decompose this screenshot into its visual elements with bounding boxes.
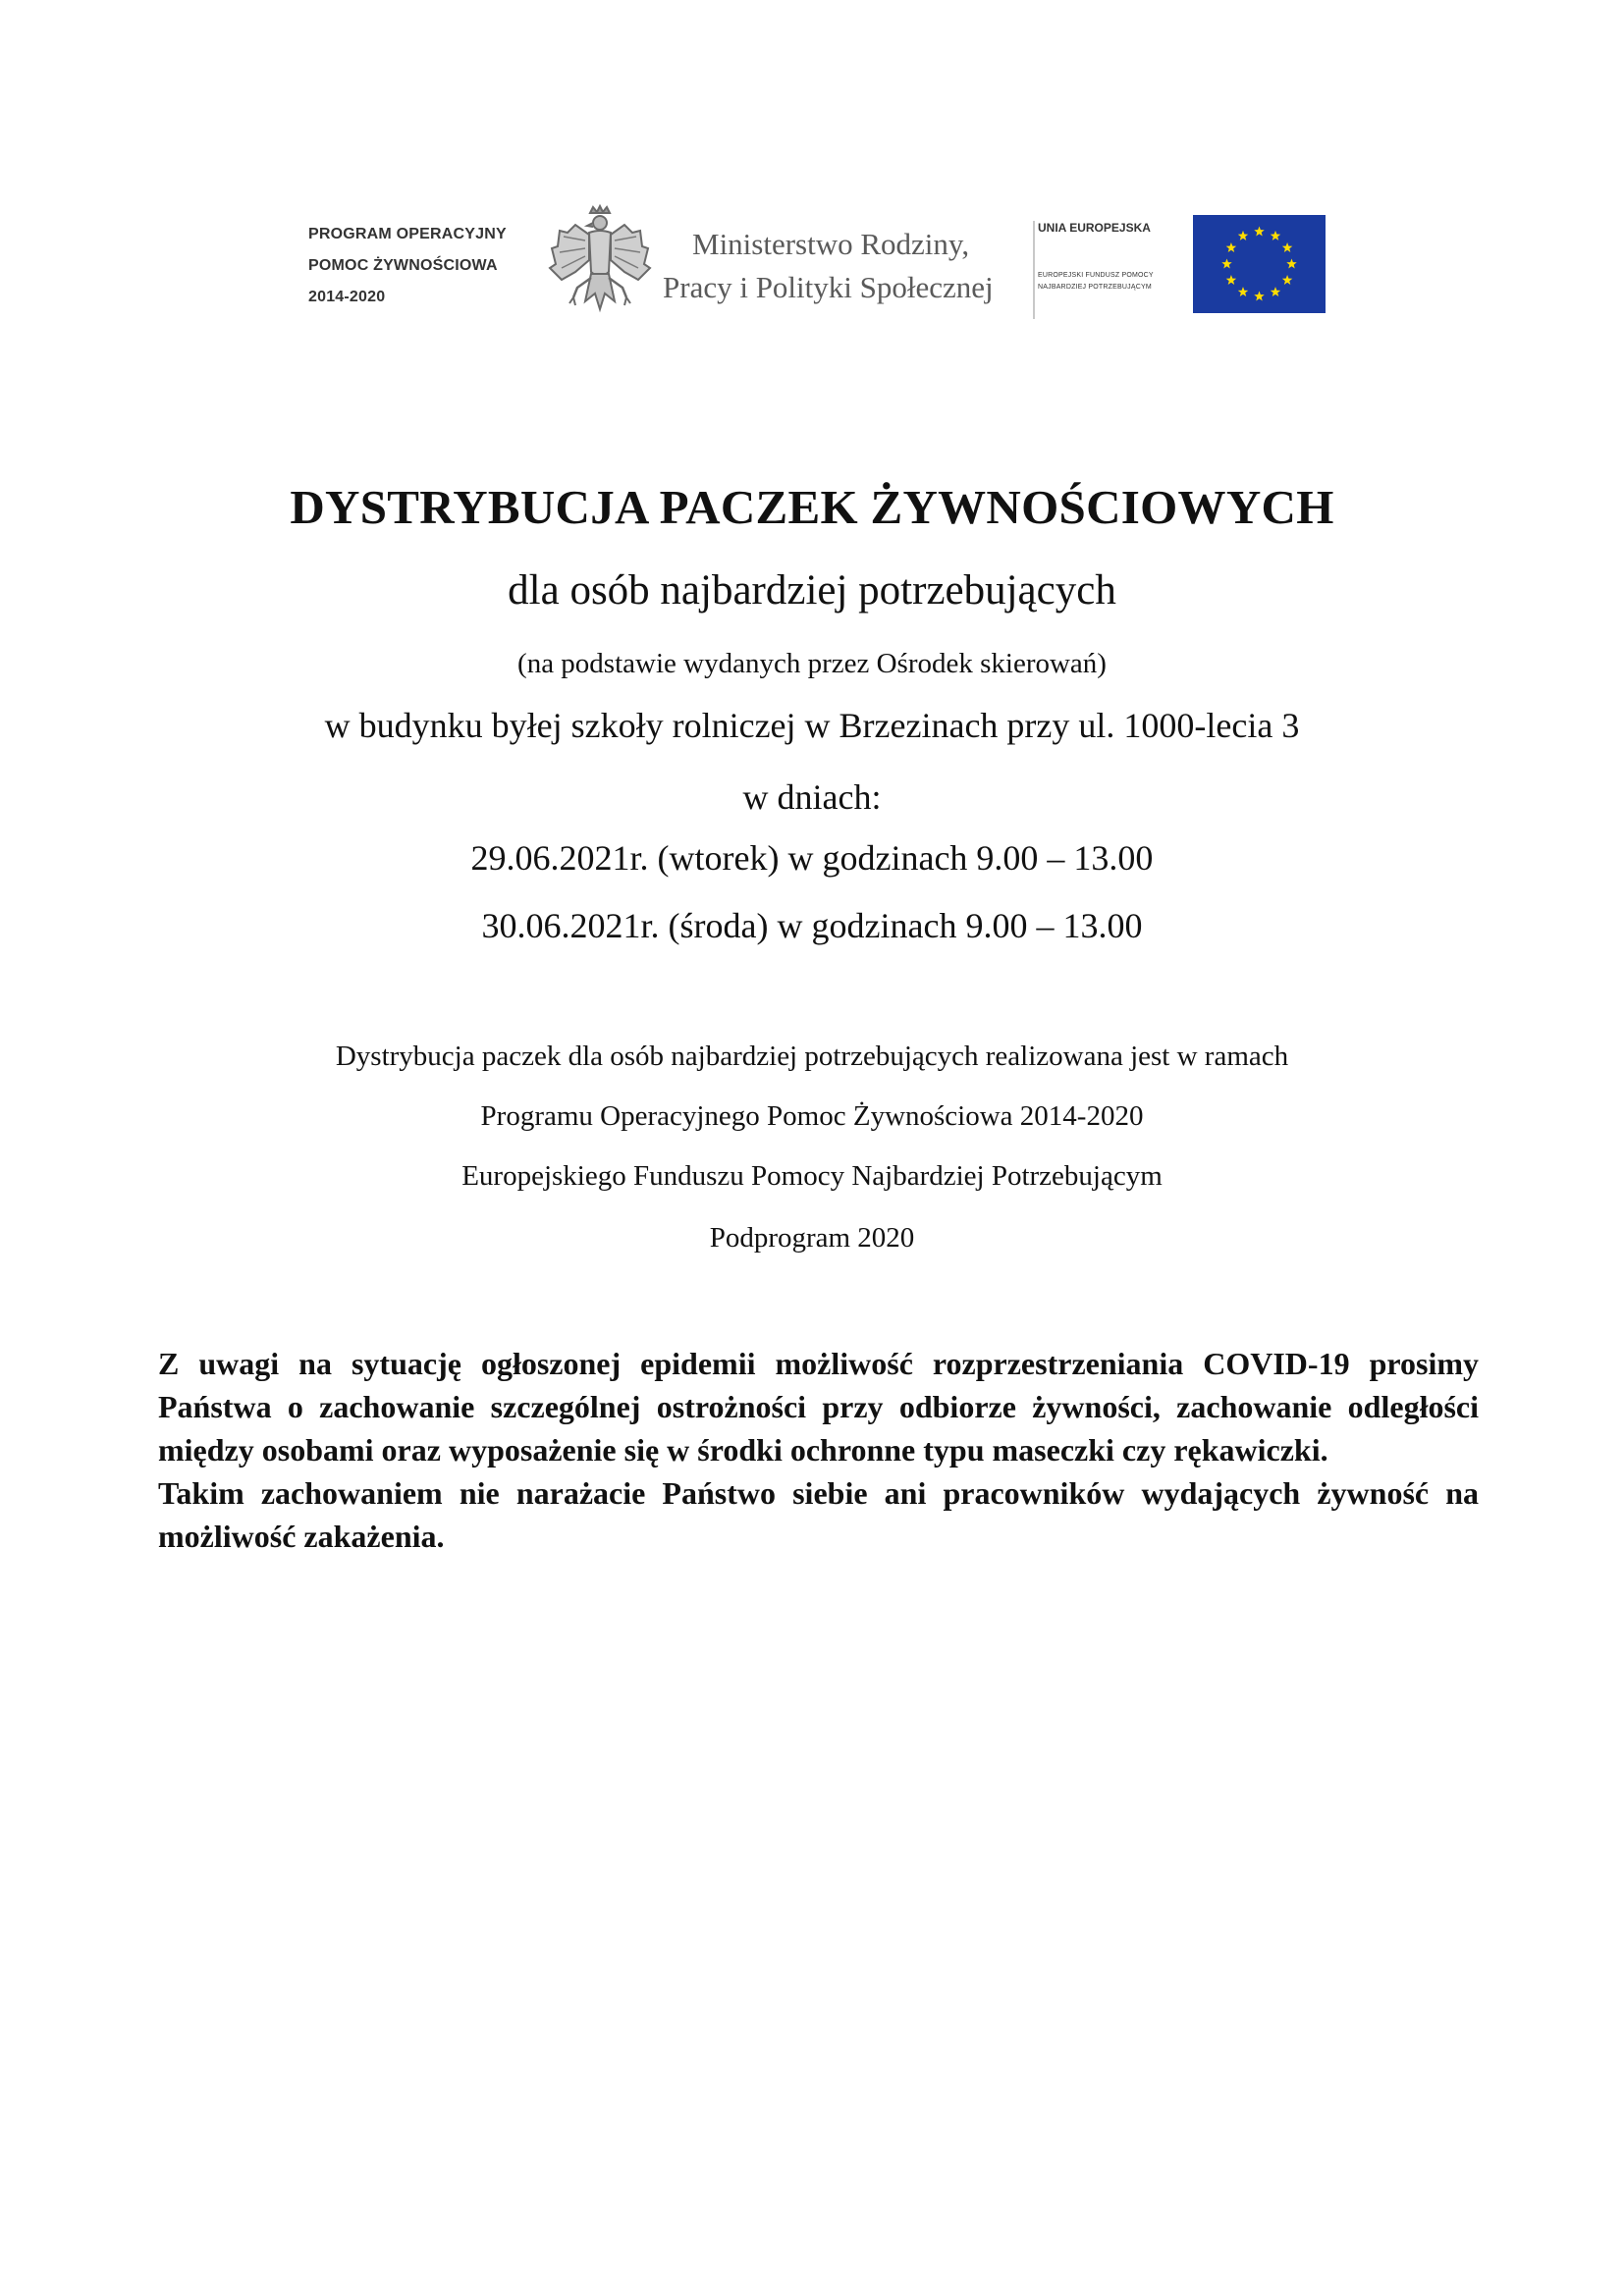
polish-eagle-icon: [546, 203, 654, 329]
eu-logo-text: [1038, 221, 1154, 294]
eu-flag-icon: [1193, 215, 1326, 313]
subtitle: dla osób najbardziej potrzebujących: [508, 567, 1116, 614]
distribution-date-1: 29.06.2021r. (wtorek) w godzinach 9.00 – 13.00: [470, 838, 1154, 878]
covid-warning-paragraph1: Z uwagi na sytuację ogłoszonej epidemii możliwość rozprzestrzeniania COVID-19 prosimy Państwa o zachowanie szczególnej ostrożności przy odbiorze żywności, zachowanie odległości między osobami oraz wyposażenie się w środki ochronne typu maseczki czy rękawiczki.: [158, 1346, 1479, 1468]
referral-note: (na podstawie wydanych przez Ośrodek skierowań): [517, 648, 1107, 679]
program-logo-line1: PROGRAM OPERACYJNY: [308, 226, 507, 242]
eu-fund-line1: EUROPEJSKI FUNDUSZ POMOCY: [1038, 272, 1154, 279]
days-label: w dniach:: [742, 777, 882, 817]
program-info-line1: Dystrybucja paczek dla osób najbardziej potrzebujących realizowana jest w ramach: [335, 1041, 1289, 1072]
logo-divider: [1033, 221, 1035, 319]
ministry-logo-line2: Pracy i Polityki Społecznej: [663, 270, 994, 304]
address-line: w budynku byłej szkoły rolniczej w Brzezinach przy ul. 1000-lecia 3: [324, 706, 1300, 745]
eu-logo-title: UNIA EUROPEJSKA: [1038, 221, 1151, 235]
ministry-logo-line1: Ministerstwo Rodziny,: [692, 227, 970, 261]
ministry-logo: [663, 223, 994, 309]
page-title: DYSTRYBUCJA PACZEK ŻYWNOŚCIOWYCH: [290, 480, 1334, 534]
program-logo-line3: 2014-2020: [308, 289, 386, 305]
program-info-line3: Europejskiego Funduszu Pomocy Najbardziej Potrzebującym: [461, 1160, 1163, 1192]
program-info-line2: Programu Operacyjnego Pomoc Żywnościowa 2014-2020: [480, 1100, 1144, 1132]
covid-warning: [158, 1342, 1479, 1558]
program-info-line4: Podprogram 2020: [709, 1222, 915, 1254]
eu-fund-caption: [1038, 270, 1154, 294]
program-logo-line2: POMOC ŻYWNOŚCIOWA: [308, 257, 498, 274]
covid-warning-paragraph2: Takim zachowaniem nie narażacie Państwo siebie ani pracowników wydających żywność na możliwość zakażenia.: [158, 1475, 1479, 1554]
eu-fund-line2: NAJBARDZIEJ POTRZEBUJĄCYM: [1038, 284, 1152, 291]
distribution-date-2: 30.06.2021r. (środa) w godzinach 9.00 – 13.00: [481, 906, 1143, 945]
logo-header: [295, 201, 1335, 334]
program-logo: [308, 219, 507, 313]
